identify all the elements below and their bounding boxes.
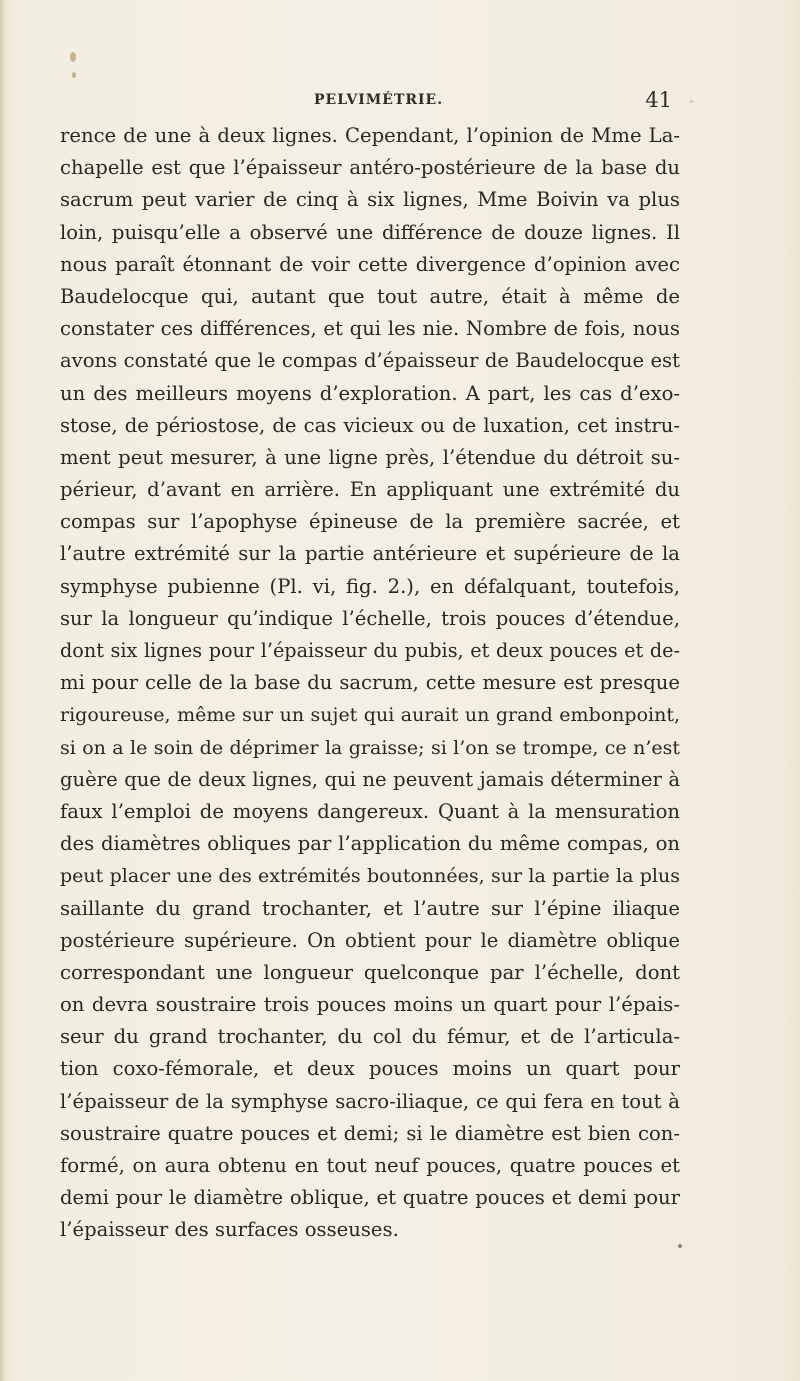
ink-spot: [690, 100, 693, 103]
text-line: formé, on aura obtenu en tout neuf pouces, quatre pouces et: [60, 1154, 680, 1177]
text-line: tion coxo-fémorale, et deux pouces moins un quart pour: [60, 1057, 680, 1081]
text-line: rigoureuse, même sur un sujet qui aurait un grand embonpoint,: [60, 704, 680, 727]
text-line: sur la longueur qu’indique l’échelle, trois pouces d’étendue,: [60, 606, 680, 630]
text-line: saillante du grand trochanter, et l’autre sur l’épine iliaque: [60, 896, 680, 920]
text-line: chapelle est que l’épaisseur antéro-postérieure de la base du: [60, 156, 680, 180]
text-line: l’épaisseur de la symphyse sacro-iliaque, ce qui fera en tout à: [60, 1089, 680, 1113]
text-line: dont six lignes pour l’épaisseur du pubis, et deux pouces et de-: [60, 639, 680, 662]
text-line: rence de une à deux lignes. Cependant, l’opinion de Mme La-: [60, 124, 680, 147]
text-line: ment peut mesurer, à une ligne près, l’étendue du détroit su-: [60, 445, 680, 469]
running-title: PELVIMÉTRIE.: [314, 92, 444, 108]
text-line: peut placer une des extrémités boutonnées, sur la partie la plus: [60, 865, 680, 888]
text-line: constater ces différences, et qui les nie. Nombre de fois, nous: [60, 317, 680, 341]
text-line: guère que de deux lignes, qui ne peuvent jamais déterminer à: [60, 767, 680, 791]
text-line: soustraire quatre pouces et demi; si le diamètre est bien con-: [60, 1121, 680, 1145]
text-line: Baudelocque qui, autant que tout autre, était à même de: [60, 284, 680, 308]
body-paragraph: [60, 120, 680, 1247]
text-line: mi pour celle de la base du sacrum, cette mesure est presque: [60, 671, 680, 695]
text-line: seur du grand trochanter, du col du fémur, et de l’articula-: [60, 1025, 680, 1049]
text-line: loin, puisqu’elle a observé une différence de douze lignes. Il: [60, 220, 680, 244]
page-gutter-shadow: [0, 0, 6, 1381]
text-line: si on a le soin de déprimer la graisse; si l’on se trompe, ce n’est: [60, 736, 680, 759]
text-line: postérieure supérieure. On obtient pour le diamètre oblique: [60, 928, 680, 952]
page-header: [60, 88, 672, 114]
text-line: demi pour le diamètre oblique, et quatre pouces et demi pour: [60, 1186, 680, 1210]
text-line: l’autre extrémité sur la partie antérieure et supérieure de la: [60, 542, 680, 566]
text-line: un des meilleurs moyens d’exploration. A part, les cas d’exo-: [60, 381, 680, 405]
text-line: on devra soustraire trois pouces moins un quart pour l’épais-: [60, 993, 680, 1017]
text-line: sacrum peut varier de cinq à six lignes, Mme Boivin va plus: [60, 188, 680, 212]
text-line: nous paraît étonnant de voir cette divergence d’opinion avec: [60, 252, 680, 276]
text-line: symphyse pubienne (Pl. vi, fig. 2.), en défalquant, toutefois,: [60, 574, 680, 598]
text-line: périeur, d’avant en arrière. En appliquant une extrémité du: [60, 478, 680, 502]
ink-spot: [72, 72, 76, 78]
text-line: correspondant une longueur quelconque par l’échelle, dont: [60, 960, 680, 984]
text-line: faux l’emploi de moyens dangereux. Quant à la mensuration: [60, 799, 680, 823]
ink-spot: [70, 52, 76, 62]
text-line-last: l’épaisseur des surfaces osseuses.: [60, 1218, 399, 1242]
text-line: compas sur l’apophyse épineuse de la première sacrée, et: [60, 510, 680, 534]
page-number: 41: [645, 88, 672, 112]
text-line: avons constaté que le compas d’épaisseur de Baudelocque est: [60, 349, 680, 373]
text-line: des diamètres obliques par l’application du même compas, on: [60, 832, 680, 856]
text-line: stose, de périostose, de cas vicieux ou de luxation, cet instru-: [60, 413, 680, 437]
